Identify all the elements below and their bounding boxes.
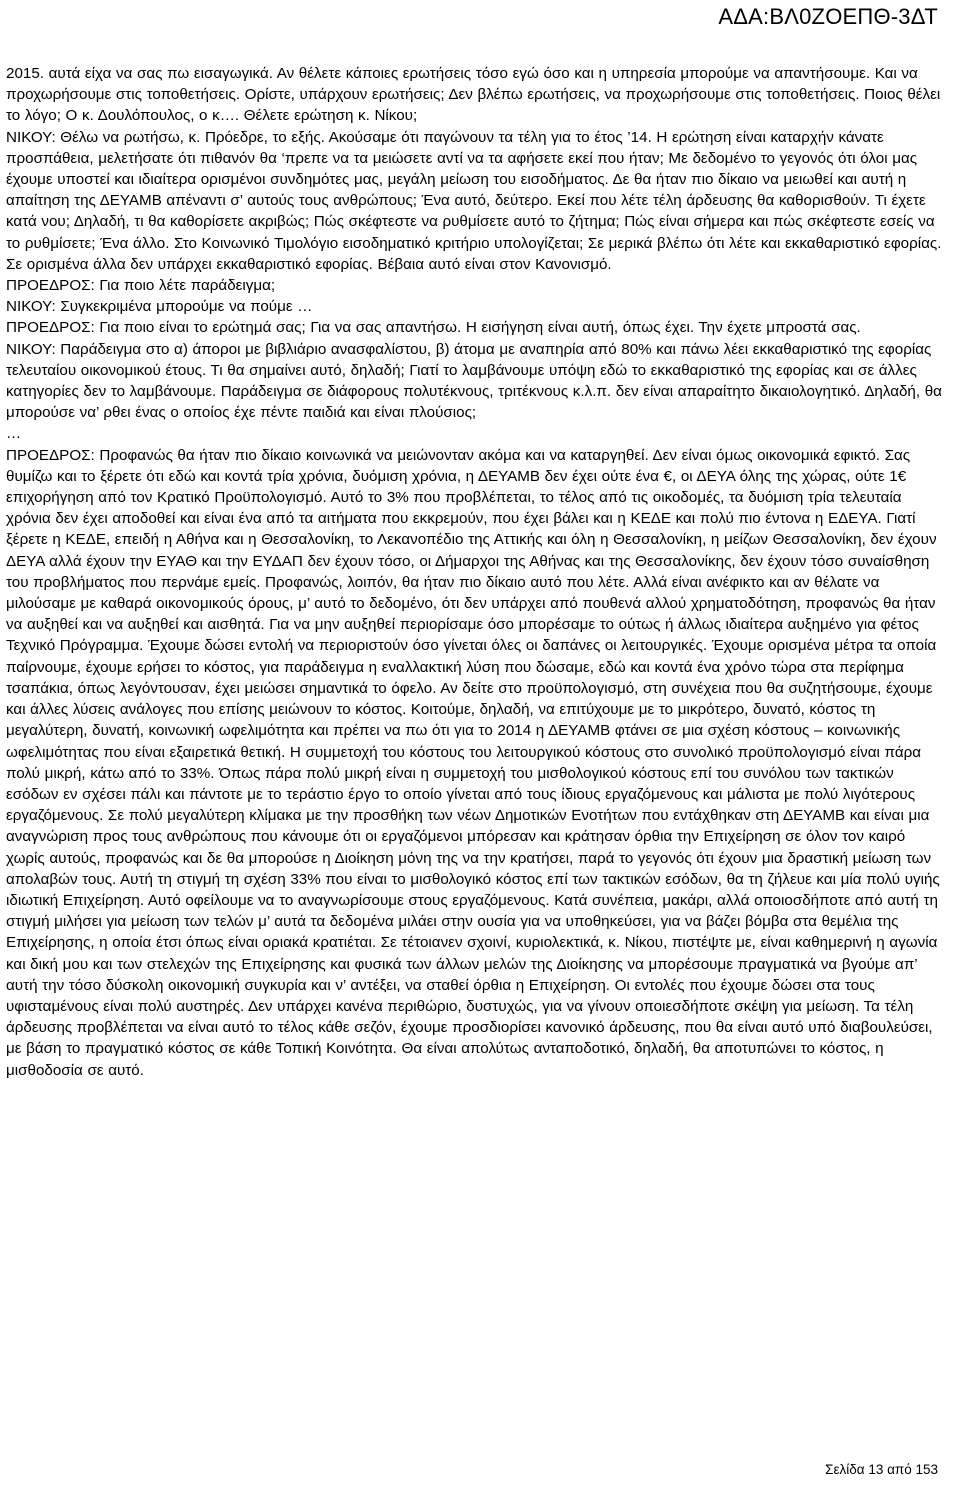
document-code: ΑΔΑ:ΒΛ0ΖΟΕΠΘ-3ΔΤ (718, 4, 938, 29)
paragraph: ΠΡΟΕΔΡΟΣ: Για ποιο λέτε παράδειγμα; (6, 277, 276, 295)
document-body (6, 63, 946, 1081)
paragraph: ΠΡΟΕΔΡΟΣ: Για ποιο είναι το ερώτημά σας; Για να σας απαντήσω. Η εισήγηση είναι αυτή, όπως έχει. Την έχετε μπροστά σας. (6, 319, 861, 337)
paragraph: ΝΙΚΟΥ: Συγκεκριμένα μπορούμε να πούμε … (6, 298, 313, 316)
paragraph: 2015. αυτά είχα να σας πω εισαγωγικά. Αν θέλετε κάποιες ερωτήσεις τόσο εγώ όσο και η υπηρεσία μπορούμε να απαντήσουμε. Και να προχωρήσουμε στις τοποθετήσεις. Ορίστε, υπάρχουν ερωτήσεις; Δεν βλέπω ερωτήσεις, να προχωρήσουμε στις τοποθετήσεις. Ποιος θέλει το λόγο; Ο κ. Δουλόπουλος, ο κ…. Θέλετε ερώτηση κ. Νίκου; (6, 65, 941, 125)
page-number: Σελίδα 13 από 153 (825, 1462, 938, 1477)
paragraph: … (6, 425, 22, 443)
paragraph: ΝΙΚΟΥ: Παράδειγμα στο α) άποροι με βιβλιάριο ανασφαλίστου, β) άτομα με αναπηρία από 80% και πάνω λέει εκκαθαριστικό της εφορίας τελευταίου οικονομικού έτους. Τι θα σημαίνει αυτό, δηλαδή; Γιατί το λαμβάνουμε υπόψη εδώ το εκκαθαριστικό της εφορίας και σε άλλες κατηγορίες δεν το λαμβάνουμε. Παράδειγμα σε διάφορους πολυτέκνους, τριτέκνους κ.λ.π. δεν είναι απαραίτητο δικαιολογητικό. Δηλαδή, θα μπορούσε να’ ρθει ένας ο οποίος έχε πέντε παιδιά και είναι πλούσιος; (6, 340, 942, 422)
paragraph: ΠΡΟΕΔΡΟΣ: Προφανώς θα ήταν πιο δίκαιο κοινωνικά να μειώνονταν ακόμα και να καταργηθεί. Δεν είναι όμως οικονομικά εφικτό. Σας θυμίζω και το ξέρετε ότι εδώ και κοντά τρία χρόνια, δυόμιση χρόνια, η ΔΕΥΑΜΒ δεν έχει ούτε ένα €, οι ΔΕΥΑ όλης της χώρας, ούτε 1€ επιχορήγηση από τον Κρατικό Προϋπολογισμό. Αυτό το 3% που προβλέπεται, το τέλος από τις οικοδομές, τα δυόμιση τρία τελευταία χρόνια δεν έχει αποδοθεί και είναι ένα από τα αιτήματα που εκκρεμούν, που έχει βάλει και η ΚΕΔΕ και πολύ πιο έντονα η ΕΔΕΥΑ. Γιατί ξέρετε η ΚΕΔΕ, επειδή η Αθήνα και η Θεσσαλονίκη, το Λεκανοπέδιο της Αττικής και όλη η Θεσσαλονίκη, η μείζων Θεσσαλονίκη, δεν έχουν ΔΕΥΑ αλλά έχουν την ΕΥΑΘ και την ΕΥΔΑΠ δεν έχουν τόσο, οι Δήμαρχοι της Αθήνας και της Θεσσαλονίκης, δεν έχουν τόσο συναίσθηση του προβλήματος που περνάμε εμείς. Προφανώς, λοιπόν, θα ήταν πιο δίκαιο αυτό που λέτε. Αλλά είναι ανέφικτο και αν θέλατε να μιλούσαμε με καθαρά οικονομικούς όρους, μ’ αυτό το δεδομένο, ότι δεν υπάρχει από πουθενά αλλού χρηματοδότηση, προφανώς θα ήταν να αυξηθεί και να αυξηθεί και αισθητά. Για να μην αυξηθεί περιορίσαμε όσο μπορέσαμε το ούτως ή άλλως ιδιαίτερα αυξημένο για φέτος Τεχνικό Πρόγραμμα. Έχουμε δώσει εντολή να περιοριστούν όσο γίνεται όλες οι δαπάνες οι λειτουργικές. Έχουμε ορισμένα μέτρα τα οποία παίρνουμε, έχουμε ερήσει το κόστος, για παράδειγμα η εναλλακτική λύση που δώσαμε, εδώ και κοντά ένα χρόνο τώρα στα περίφημα τσαπάκια, όπως λεγόντουσαν, έχει μειώσει σημαντικά το όφελο. Αν δείτε στο προϋπολογισμό, στη συνέχεια που θα συζητήσουμε, έχουμε και άλλες λύσεις ανάλογες που επίσης μειώνουν το κόστος. Κοιτούμε, δηλαδή, να επιτύχουμε με το μικρότερο, δυνατό, κόστος τη μεγαλύτερη, δυνατή, κοινωνική ωφελιμότητα και πρέπει να πω ότι για το 2014 η ΔΕΥΑΜΒ φτάνει σε μια σχέση κόστους – κοινωνικής ωφελιμότητας που είναι εξαιρετικά θετική. Η συμμετοχή του κόστους του λειτουργικού κόστους στο συνολικό προϋπολογισμό είναι πάρα πολύ μικρή, κάτω από το 33%. Όπως πάρα πολύ μικρή είναι η συμμετοχή του μισθολογικού κόστους επί του συνόλου των τακτικών εσόδων εν σχέσει πάλι και πάντοτε με το τεράστιο έργο το οποίο γίνεται από τους ίδιους εργαζόμενους και μάλιστα με πολύ λιγότερους εργαζόμενους. Σε πολύ μεγαλύτερη κλίμακα με την προσθήκη των νέων Δημοτικών Ενοτήτων που εντάχθηκαν στη ΔΕΥΑΜΒ και είναι μια αναγνώριση προς τους ανθρώπους που κάνουμε ότι οι εργαζόμενοι μπόρεσαν και κράτησαν όρθια την Επιχείρηση σε όλον τον καιρό χωρίς αυτούς, προφανώς και δε θα μπορούσε η Διοίκηση μόνη της να την κρατήσει, παρά το γεγονός ότι έχουν μια δραστική μείωση των απολαβών τους. Αυτή τη στιγμή τη σχέση 33% που είναι το μισθολογικό κόστος επί των τακτικών εσόδων, θα τη ζήλευε και μία πολύ υγιής ιδιωτική Επιχείρηση. Αυτό οφείλουμε να το αναγνωρίσουμε στους εργαζόμενους. Κατά συνέπεια, μακάρι, αλλά οποιοσδήποτε από αυτή τη στιγμή μιλήσει για μείωση των τελών μ’ αυτά τα δεδομένα μιλάει στην ουσία για να υποθηκεύσει, για να βάζει βόμβα στα θεμέλια της Επιχείρησης, η οποία έτσι όπως είναι οριακά κρατιέται. Σε τέτοιανεν σχοινί, κυριολεκτικά, κ. Νίκου, πιστέψτε με, είναι καθημερινή η αγωνία και δική μου και των στελεχών της Επιχείρησης και φυσικά των άλλων μελών της Διοίκησης να μπορέσουμε πραγματικά να βγούμε απ’ αυτή την τόσο δύσκολη οικονομική συγκυρία και ν’ αντέξει, να σταθεί όρθια η Επιχείρηση. Οι εντολές που έχουμε δώσει στα τους υφισταμένους είναι πολύ αυστηρές. Δεν υπάρχει κανένα περιθώριο, δυστυχώς, για να γίνουν οποιεσδήποτε σκέψη για μείωση. Τα τέλη άρδευσης προβλέπεται να είναι αυτό το τέλος κάθε σεζόν, έχουμε προσδιορίσει κανονικό άρδευσης, που θα είναι αυτό υπό διαβουλεύσει, με βάση το πραγματικό κόστος σε κάθε Τοπική Κοινότητα. Θα είναι απολύτως ανταποδοτικό, δηλαδή, θα αποτυπώνει το κόστος, η μισθοδοσία σε αυτό. (6, 446, 940, 1079)
paragraph: ΝΙΚΟΥ: Θέλω να ρωτήσω, κ. Πρόεδρε, το εξής. Ακούσαμε ότι παγώνουν τα τέλη για το έτος ’14. Η ερώτηση είναι καταρχήν κάνατε προσπάθεια, μελετήσατε ότι πιθανόν θα ‘πρεπε να τα μειώσετε αντί να τα αφήσετε εκεί που ήταν; Με δεδομένο το γεγονός ότι όλοι μας έχουμε υποστεί και ιδιαίτερα ορισμένοι συνδημότες μας, μεγάλη μείωση του εισοδήματος. Δε θα ήταν πιο δίκαιο να μειωθεί και αυτή η απαίτηση της ΔΕΥΑΜΒ απέναντι σ’ αυτούς τους ανθρώπους; Ένα αυτό, δεύτερο. Εκεί που λέτε τέλη άρδευσης θα καθορισθούν. Τι έχετε κατά νου; Δηλαδή, τι θα καθορίσετε ακριβώς; Πώς σκέφτεστε να ρυθμίσετε αυτό το ζήτημα; Πώς είναι σήμερα και πώς σκέφτεστε εσείς να το ρυθμίσετε; Ένα άλλο. Στο Κοινωνικό Τιμολόγιο εισοδηματικό κριτήριο υπολογίζεται; Σε μερικά βλέπω ότι λέτε και εκκαθαριστικό εφορίας. Σε ορισμένα άλλα δεν υπάρχει εκκαθαριστικό εφορίας. Βέβαια αυτό είναι στον Κανονισμό. (6, 128, 942, 273)
